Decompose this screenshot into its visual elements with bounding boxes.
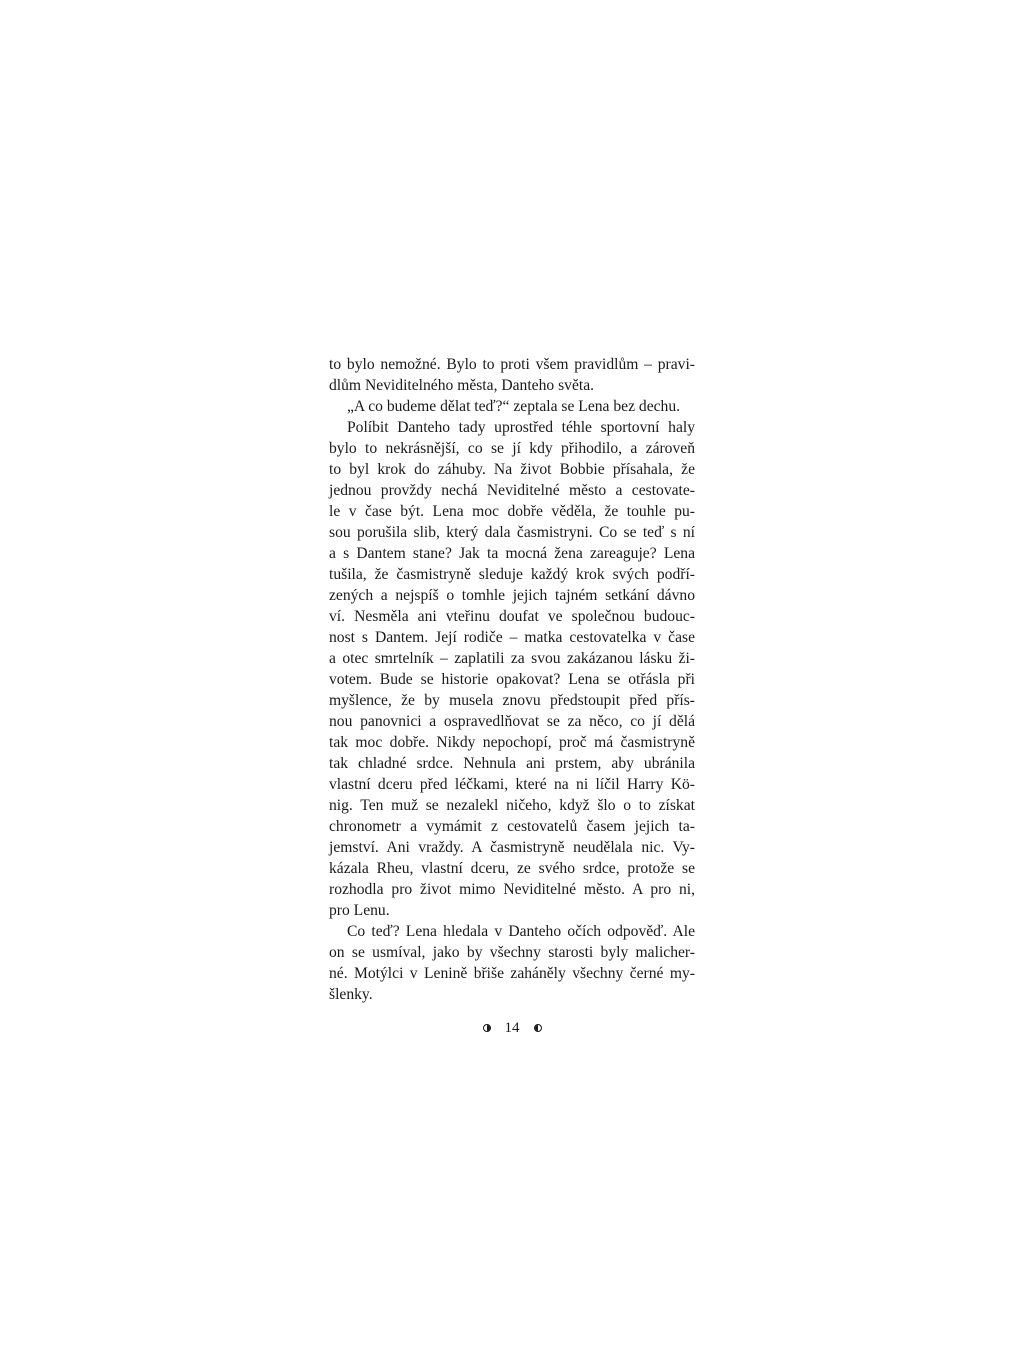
- text-line: tušila, že časmistryně sleduje každý krok svých podří-: [329, 566, 695, 583]
- text-line: kázala Rheu, vlastní dceru, ze svého srdce, protože se: [329, 860, 695, 877]
- text-line: on se usmíval, jako by všechny starosti byly malicher-: [329, 944, 695, 961]
- text-line: Políbit Danteho tady uprostřed téhle sportovní haly: [347, 419, 695, 436]
- text-line: vlastní dceru před léčkami, které na ni líčil Harry Kö-: [329, 776, 695, 793]
- page-folio: [470, 1018, 554, 1038]
- text-line: chronometr a vymámit z cestovatelů časem jejich ta-: [329, 818, 695, 835]
- paragraph: [329, 354, 695, 396]
- text-line: šlenky.: [329, 986, 373, 1003]
- text-line: le v čase být. Lena moc dobře věděla, že touhle pu-: [329, 503, 695, 520]
- text-line: votem. Bude se historie opakovat? Lena se otřásla při: [329, 671, 695, 688]
- page-number: 14: [504, 1019, 520, 1036]
- text-line: rozhodla pro život mimo Neviditelné město. A pro ni,: [329, 881, 695, 898]
- text-line: dlům Neviditelného města, Danteho světa.: [329, 377, 595, 394]
- text-line: nig. Ten muž se nezalekl ničeho, když šlo o to získat: [329, 797, 695, 814]
- paragraph: [329, 921, 695, 1005]
- text-line: a s Dantem stane? Jak ta mocná žena zareaguje? Lena: [329, 545, 695, 562]
- text-line: pro Lenu.: [329, 902, 390, 919]
- text-line: sou porušila slib, který dala časmistryni. Co se teď s ní: [329, 524, 695, 541]
- text-line: to byl krok do záhuby. Na život Bobbie přísahala, že: [329, 461, 695, 478]
- text-line: né. Motýlci v Lenině břiše zaháněly všechny černé my-: [329, 965, 695, 982]
- half-moon-icon: [483, 1024, 491, 1032]
- half-moon-icon: [534, 1024, 542, 1032]
- paragraph: [329, 396, 695, 417]
- body-text: [329, 354, 695, 1005]
- text-line: tak moc dobře. Nikdy nepochopí, proč má časmistryně: [329, 734, 695, 751]
- text-line: jednou provždy nechá Neviditelné město a cestovate-: [329, 482, 695, 499]
- text-line: myšlence, že by musela znovu předstoupit před přís-: [329, 692, 695, 709]
- text-line: Co teď? Lena hledala v Danteho očích odpověď. Ale: [347, 923, 695, 940]
- text-line: ví. Nesměla ani vteřinu doufat ve společnou budouc-: [329, 608, 695, 625]
- paragraph: [329, 417, 695, 921]
- text-line: „A co budeme dělat teď?“ zeptala se Lena bez dechu.: [347, 398, 681, 415]
- text-line: jemství. Ani vraždy. A časmistryně neudělala nic. Vy-: [329, 839, 695, 856]
- text-line: zených a nejspíš o tomhle jejich tajném setkání dávno: [329, 587, 695, 604]
- text-line: to bylo nemožné. Bylo to proti všem pravidlům – pravi-: [329, 356, 695, 373]
- text-line: tak chladné srdce. Nehnula ani prstem, aby ubránila: [329, 755, 695, 772]
- text-line: nost s Dantem. Její rodiče – matka cestovatelka v čase: [329, 629, 695, 646]
- text-line: nou panovnici a ospravedlňovat se za něco, co jí dělá: [329, 713, 695, 730]
- text-line: a otec smrtelník – zaplatili za svou zakázanou lásku ži-: [329, 650, 695, 667]
- text-line: bylo to nekrásnější, co se jí kdy přihodilo, a zároveň: [329, 440, 695, 457]
